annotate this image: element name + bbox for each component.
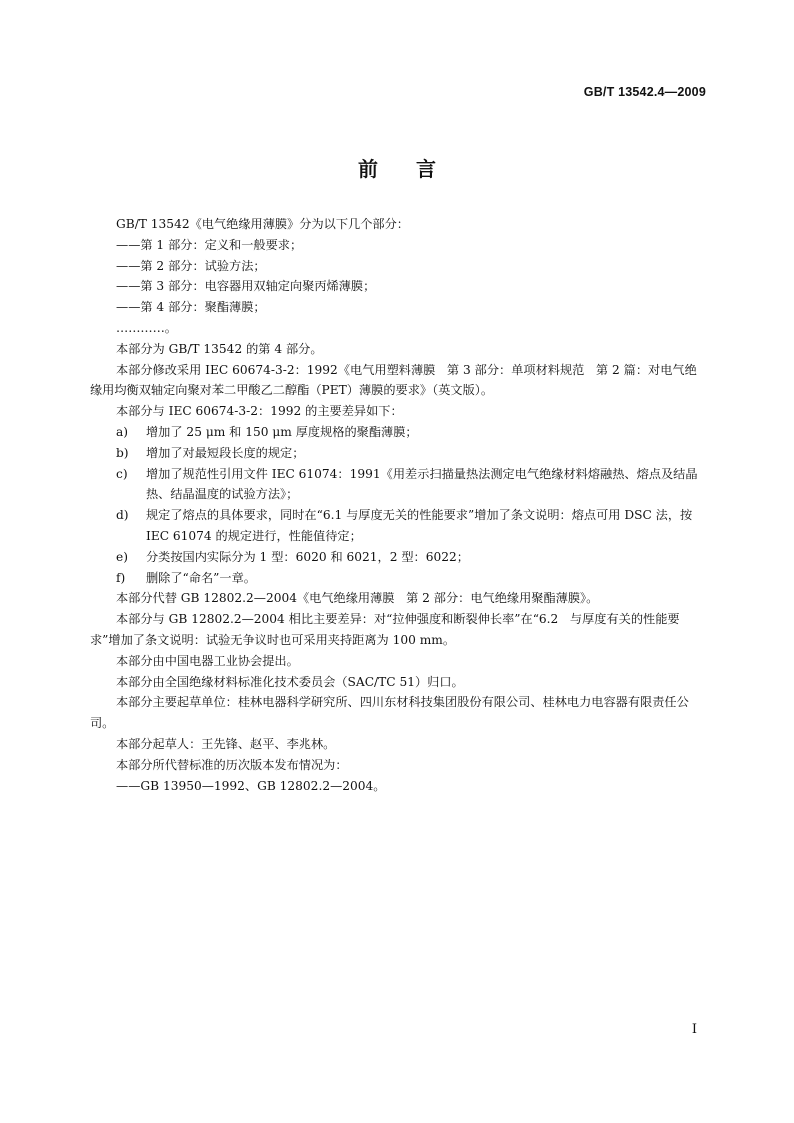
difference-item-text: 分类按国内实际分为 1 型：6020 和 6021，2 型：6022； (146, 549, 469, 564)
difference-item (90, 464, 706, 506)
paragraph-differences-intro: 本部分与 IEC 60674-3-2：1992 的主要差异如下： (116, 404, 403, 419)
difference-item (90, 505, 706, 547)
difference-item-text: 删除了“命名”一章。 (146, 570, 256, 585)
difference-item-label: f) (116, 570, 126, 585)
paragraph-committee: 本部分由全国绝缘材料标准化技术委员会（SAC/TC 51）归口。 (116, 674, 464, 689)
difference-item-text: 增加了 25 μm 和 150 μm 厚度规格的聚酯薄膜； (146, 424, 418, 439)
difference-item (90, 568, 706, 589)
paragraph-changes-vs-previous: 本部分与 GB 12802.2—2004 相比主要差异：对“拉伸强度和断裂伸长率”在“6.2 与厚度有关的性能要求”增加了条文说明：试验无争议时也可采用夹持距离为 100 mm。 (90, 612, 680, 647)
paragraph-drafting-units: 本部分主要起草单位：桂林电器科学研究所、四川东材科技集团股份有限公司、桂林电力电容器有限责任公司。 (90, 695, 689, 731)
difference-item-label: b) (116, 445, 129, 460)
page-number: I (691, 1022, 697, 1037)
difference-item-label: a) (116, 424, 129, 439)
difference-item-label: c) (116, 466, 128, 481)
page-title: 前言 (358, 157, 474, 181)
paragraph-adoption: 本部分修改采用 IEC 60674-3-2：1992《电气用塑料薄膜 第 3 部分：单项材料规范 第 2 篇：对电气绝缘用均衡双轴定向聚对苯二甲酸乙二醇酯（PET）薄膜的要求》（英文版）。 (90, 362, 697, 398)
foreword-body (90, 214, 706, 796)
standard-number-header: GB/T 13542.4—2009 (583, 85, 706, 99)
difference-item-label: e) (116, 549, 128, 564)
difference-item-label: d) (116, 508, 129, 523)
difference-item (90, 547, 706, 568)
paragraph-replacement: 本部分代替 GB 12802.2—2004《电气绝缘用薄膜 第 2 部分：电气绝缘用聚酯薄膜》。 (116, 591, 599, 606)
part-list-item-2: ——第 2 部分：试验方法； (116, 258, 266, 273)
difference-item-text: 规定了熔点的具体要求，同时在“6.1 与厚度无关的性能要求”增加了条文说明：熔点可用 DSC 法，按 IEC 61074 的规定进行，性能值待定； (146, 508, 693, 543)
difference-item (90, 443, 706, 464)
history-list-item: ——GB 13950—1992、GB 12802.2—2004。 (116, 778, 386, 793)
part-list-ellipsis: …………。 (116, 320, 177, 335)
paragraph-drafters: 本部分起草人：王先锋、赵平、李兆林。 (116, 736, 336, 751)
part-list-item-4: ——第 4 部分：聚酯薄膜； (116, 300, 266, 315)
paragraph-series-intro: GB/T 13542《电气绝缘用薄膜》分为以下几个部分： (116, 217, 409, 231)
difference-item-text: 增加了规范性引用文件 IEC 61074：1991《用差示扫描量热法测定电气绝缘材料熔融热、熔点及结晶热、结晶温度的试验方法》； (146, 466, 698, 502)
paragraph-part-statement: 本部分为 GB/T 13542 的第 4 部分。 (116, 341, 323, 356)
paragraph-history-intro: 本部分所代替标准的历次版本发布情况为： (116, 757, 348, 772)
paragraph-proposer: 本部分由中国电器工业协会提出。 (116, 653, 299, 668)
difference-item (90, 422, 706, 443)
part-list-item-3: ——第 3 部分：电容器用双轴定向聚丙烯薄膜； (116, 279, 376, 294)
part-list-item-1: ——第 1 部分：定义和一般要求； (116, 237, 303, 252)
difference-item-text: 增加了对最短段长度的规定； (146, 445, 305, 460)
